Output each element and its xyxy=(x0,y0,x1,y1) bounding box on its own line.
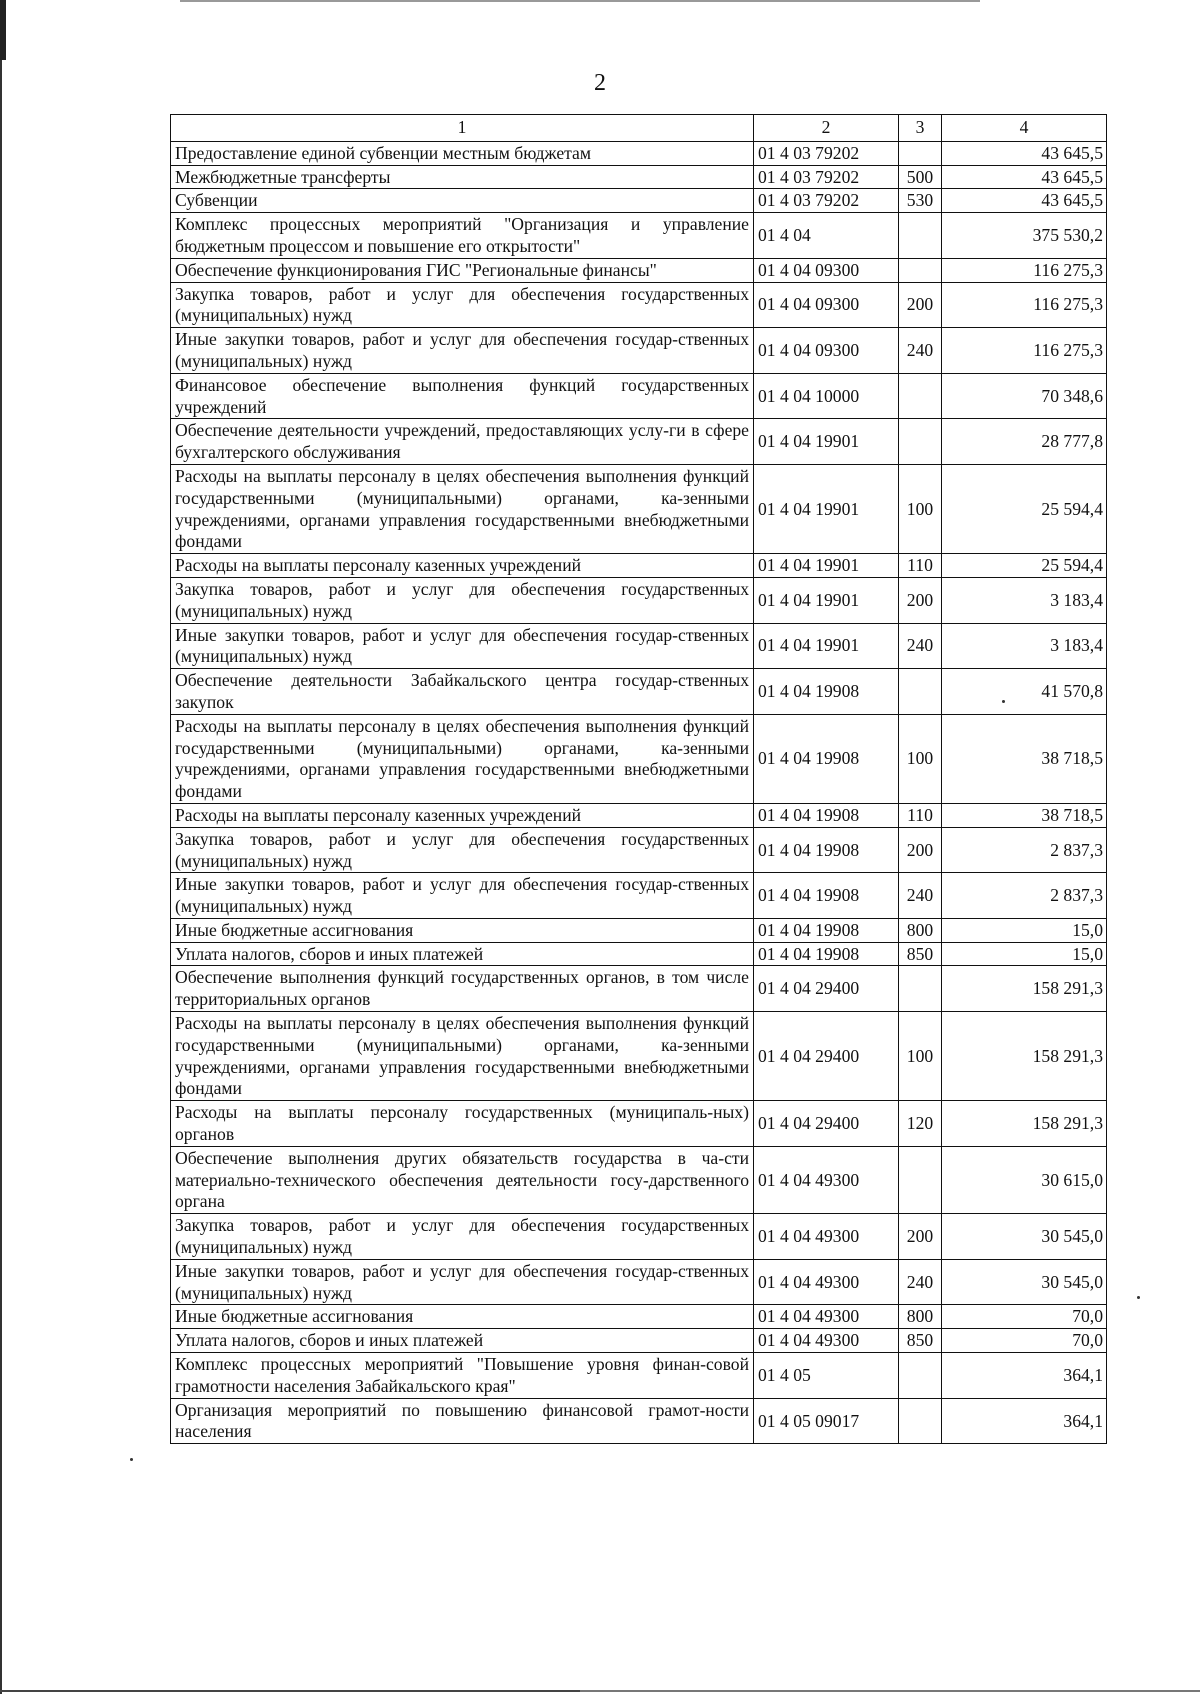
table-row xyxy=(171,827,1107,873)
table-row xyxy=(171,966,1107,1012)
row-expense-type xyxy=(899,669,942,715)
row-code: 01 4 04 49300 xyxy=(754,1305,899,1329)
row-expense-type: 800 xyxy=(899,1305,942,1329)
row-amount: 116 275,3 xyxy=(942,328,1107,374)
row-expense-type: 200 xyxy=(899,282,942,328)
table-row xyxy=(171,1329,1107,1353)
table-row xyxy=(171,1305,1107,1329)
row-code: 01 4 04 19901 xyxy=(754,419,899,465)
row-code: 01 4 04 19901 xyxy=(754,577,899,623)
scan-binder-mark xyxy=(0,0,6,60)
row-code: 01 4 04 29400 xyxy=(754,1012,899,1101)
table-row xyxy=(171,1353,1107,1399)
row-expense-type xyxy=(899,419,942,465)
row-name: Предоставление единой субвенции местным бюджетам xyxy=(171,141,754,165)
row-amount: 364,1 xyxy=(942,1353,1107,1399)
row-amount: 364,1 xyxy=(942,1398,1107,1444)
row-amount: 41 570,8 xyxy=(942,669,1107,715)
scan-speck xyxy=(1137,1296,1140,1299)
row-expense-type: 200 xyxy=(899,577,942,623)
table-row xyxy=(171,1259,1107,1305)
row-code: 01 4 04 49300 xyxy=(754,1214,899,1260)
row-amount: 3 183,4 xyxy=(942,623,1107,669)
row-amount: 43 645,5 xyxy=(942,141,1107,165)
table-row xyxy=(171,282,1107,328)
table-row xyxy=(171,554,1107,578)
row-name: Иные закупки товаров, работ и услуг для обеспечения государ-ственных (муниципальных) нужд xyxy=(171,328,754,374)
row-name: Организация мероприятий по повышению финансовой грамот-ности населения xyxy=(171,1398,754,1444)
row-code: 01 4 04 19908 xyxy=(754,942,899,966)
row-expense-type: 500 xyxy=(899,165,942,189)
row-name: Обеспечение деятельности учреждений, предоставляющих услу-ги в сфере бухгалтерского обслуживания xyxy=(171,419,754,465)
row-code: 01 4 03 79202 xyxy=(754,141,899,165)
row-expense-type: 850 xyxy=(899,942,942,966)
row-expense-type xyxy=(899,213,942,259)
row-name: Обеспечение выполнения функций государственных органов, в том числе территориальных органов xyxy=(171,966,754,1012)
row-name: Закупка товаров, работ и услуг для обеспечения государственных (муниципальных) нужд xyxy=(171,282,754,328)
header-col-4: 4 xyxy=(942,115,1107,142)
row-expense-type: 240 xyxy=(899,623,942,669)
table-row xyxy=(171,328,1107,374)
row-name: Расходы на выплаты персоналу в целях обеспечения выполнения функций государственными (муниципальными) органами, ка-зенными учреждениями, органами управления государственными внебюджетными фондами xyxy=(171,464,754,553)
row-name: Расходы на выплаты персоналу в целях обеспечения выполнения функций государственными (муниципальными) органами, ка-зенными учреждениями, органами управления государственными внебюджетными фондами xyxy=(171,1012,754,1101)
scan-bottom-edge-right xyxy=(580,1690,1200,1692)
header-col-2: 2 xyxy=(754,115,899,142)
row-amount: 25 594,4 xyxy=(942,464,1107,553)
budget-table-container xyxy=(170,114,1106,1444)
row-amount: 43 645,5 xyxy=(942,165,1107,189)
row-name: Финансовое обеспечение выполнения функций государственных учреждений xyxy=(171,373,754,419)
row-amount: 15,0 xyxy=(942,942,1107,966)
row-amount: 158 291,3 xyxy=(942,1012,1107,1101)
row-name: Иные закупки товаров, работ и услуг для обеспечения государ-ственных (муниципальных) нужд xyxy=(171,623,754,669)
row-name: Иные бюджетные ассигнования xyxy=(171,1305,754,1329)
table-row xyxy=(171,803,1107,827)
row-amount: 30 615,0 xyxy=(942,1146,1107,1213)
row-amount: 43 645,5 xyxy=(942,189,1107,213)
table-row xyxy=(171,1214,1107,1260)
row-code: 01 4 04 29400 xyxy=(754,1101,899,1147)
row-name: Закупка товаров, работ и услуг для обеспечения государственных (муниципальных) нужд xyxy=(171,1214,754,1260)
row-expense-type: 110 xyxy=(899,803,942,827)
row-code: 01 4 04 19908 xyxy=(754,873,899,919)
row-code: 01 4 04 19908 xyxy=(754,827,899,873)
row-expense-type: 200 xyxy=(899,827,942,873)
row-amount: 38 718,5 xyxy=(942,803,1107,827)
row-code: 01 4 04 19908 xyxy=(754,803,899,827)
header-col-3: 3 xyxy=(899,115,942,142)
row-amount: 116 275,3 xyxy=(942,282,1107,328)
row-expense-type: 240 xyxy=(899,328,942,374)
row-amount: 375 530,2 xyxy=(942,213,1107,259)
header-col-1: 1 xyxy=(171,115,754,142)
row-expense-type: 100 xyxy=(899,1012,942,1101)
row-name: Обеспечение деятельности Забайкальского центра государ-ственных закупок xyxy=(171,669,754,715)
row-amount: 2 837,3 xyxy=(942,827,1107,873)
row-amount: 2 837,3 xyxy=(942,873,1107,919)
row-code: 01 4 04 19908 xyxy=(754,714,899,803)
row-expense-type: 100 xyxy=(899,464,942,553)
row-name: Закупка товаров, работ и услуг для обеспечения государственных (муниципальных) нужд xyxy=(171,577,754,623)
row-amount: 3 183,4 xyxy=(942,577,1107,623)
table-body xyxy=(171,141,1107,1443)
row-code: 01 4 03 79202 xyxy=(754,165,899,189)
table-row xyxy=(171,165,1107,189)
row-amount: 30 545,0 xyxy=(942,1259,1107,1305)
row-expense-type xyxy=(899,373,942,419)
scan-speck xyxy=(130,1458,133,1461)
table-row xyxy=(171,873,1107,919)
row-code: 01 4 04 49300 xyxy=(754,1259,899,1305)
row-expense-type xyxy=(899,258,942,282)
table-row xyxy=(171,918,1107,942)
row-code: 01 4 04 xyxy=(754,213,899,259)
row-code: 01 4 04 49300 xyxy=(754,1329,899,1353)
table-row xyxy=(171,258,1107,282)
row-name: Иные закупки товаров, работ и услуг для обеспечения государ-ственных (муниципальных) нужд xyxy=(171,1259,754,1305)
table-row xyxy=(171,942,1107,966)
row-expense-type: 240 xyxy=(899,1259,942,1305)
row-code: 01 4 04 09300 xyxy=(754,328,899,374)
row-code: 01 4 05 09017 xyxy=(754,1398,899,1444)
row-name: Комплекс процессных мероприятий "Повышение уровня финан-совой грамотности населения Забайкальского края" xyxy=(171,1353,754,1399)
row-expense-type xyxy=(899,966,942,1012)
row-name: Комплекс процессных мероприятий "Организация и управление бюджетным процессом и повышение его открытости" xyxy=(171,213,754,259)
table-row xyxy=(171,141,1107,165)
row-name: Иные закупки товаров, работ и услуг для обеспечения государ-ственных (муниципальных) нужд xyxy=(171,873,754,919)
row-code: 01 4 04 19901 xyxy=(754,464,899,553)
row-amount: 70 348,6 xyxy=(942,373,1107,419)
row-name: Межбюджетные трансферты xyxy=(171,165,754,189)
table-row xyxy=(171,577,1107,623)
page-number: 2 xyxy=(594,70,606,96)
scan-top-edge xyxy=(180,0,980,2)
table-row xyxy=(171,1398,1107,1444)
row-name: Обеспечение выполнения других обязательств государства в ча-сти материально-технического обеспечения деятельности госу-дарственного органа xyxy=(171,1146,754,1213)
table-header-row xyxy=(171,115,1107,142)
row-expense-type xyxy=(899,141,942,165)
row-amount: 38 718,5 xyxy=(942,714,1107,803)
row-code: 01 4 03 79202 xyxy=(754,189,899,213)
row-name: Уплата налогов, сборов и иных платежей xyxy=(171,1329,754,1353)
row-code: 01 4 04 19901 xyxy=(754,623,899,669)
row-name: Субвенции xyxy=(171,189,754,213)
row-name: Иные бюджетные ассигнования xyxy=(171,918,754,942)
row-amount: 70,0 xyxy=(942,1329,1107,1353)
scan-left-edge xyxy=(0,0,2,1694)
row-name: Расходы на выплаты персоналу в целях обеспечения выполнения функций государственными (муниципальными) органами, ка-зенными учреждениями, органами управления государственными внебюджетными фондами xyxy=(171,714,754,803)
row-name: Расходы на выплаты персоналу казенных учреждений xyxy=(171,803,754,827)
row-name: Обеспечение функционирования ГИС "Региональные финансы" xyxy=(171,258,754,282)
row-code: 01 4 04 29400 xyxy=(754,966,899,1012)
table-row xyxy=(171,714,1107,803)
table-row xyxy=(171,623,1107,669)
row-expense-type xyxy=(899,1146,942,1213)
table-row xyxy=(171,464,1107,553)
row-code: 01 4 04 19908 xyxy=(754,918,899,942)
row-amount: 70,0 xyxy=(942,1305,1107,1329)
row-amount: 158 291,3 xyxy=(942,1101,1107,1147)
row-amount: 116 275,3 xyxy=(942,258,1107,282)
row-expense-type: 800 xyxy=(899,918,942,942)
row-expense-type: 100 xyxy=(899,714,942,803)
row-amount: 15,0 xyxy=(942,918,1107,942)
row-name: Закупка товаров, работ и услуг для обеспечения государственных (муниципальных) нужд xyxy=(171,827,754,873)
budget-table xyxy=(170,114,1107,1444)
row-code: 01 4 05 xyxy=(754,1353,899,1399)
row-code: 01 4 04 09300 xyxy=(754,282,899,328)
row-amount: 25 594,4 xyxy=(942,554,1107,578)
table-row xyxy=(171,1012,1107,1101)
row-expense-type: 240 xyxy=(899,873,942,919)
table-row xyxy=(171,1101,1107,1147)
row-expense-type: 850 xyxy=(899,1329,942,1353)
row-expense-type: 110 xyxy=(899,554,942,578)
row-code: 01 4 04 49300 xyxy=(754,1146,899,1213)
row-amount: 30 545,0 xyxy=(942,1214,1107,1260)
row-name: Расходы на выплаты персоналу казенных учреждений xyxy=(171,554,754,578)
row-code: 01 4 04 10000 xyxy=(754,373,899,419)
row-expense-type: 530 xyxy=(899,189,942,213)
table-row xyxy=(171,1146,1107,1213)
row-name: Расходы на выплаты персоналу государственных (муниципаль-ных) органов xyxy=(171,1101,754,1147)
row-expense-type xyxy=(899,1353,942,1399)
row-code: 01 4 04 09300 xyxy=(754,258,899,282)
row-amount: 28 777,8 xyxy=(942,419,1107,465)
table-row xyxy=(171,213,1107,259)
row-amount: 158 291,3 xyxy=(942,966,1107,1012)
row-expense-type xyxy=(899,1398,942,1444)
row-expense-type: 120 xyxy=(899,1101,942,1147)
row-code: 01 4 04 19908 xyxy=(754,669,899,715)
table-row xyxy=(171,189,1107,213)
row-expense-type: 200 xyxy=(899,1214,942,1260)
table-row xyxy=(171,419,1107,465)
table-row xyxy=(171,373,1107,419)
table-row xyxy=(171,669,1107,715)
row-code: 01 4 04 19901 xyxy=(754,554,899,578)
row-name: Уплата налогов, сборов и иных платежей xyxy=(171,942,754,966)
scan-bottom-edge-left xyxy=(0,1690,580,1692)
